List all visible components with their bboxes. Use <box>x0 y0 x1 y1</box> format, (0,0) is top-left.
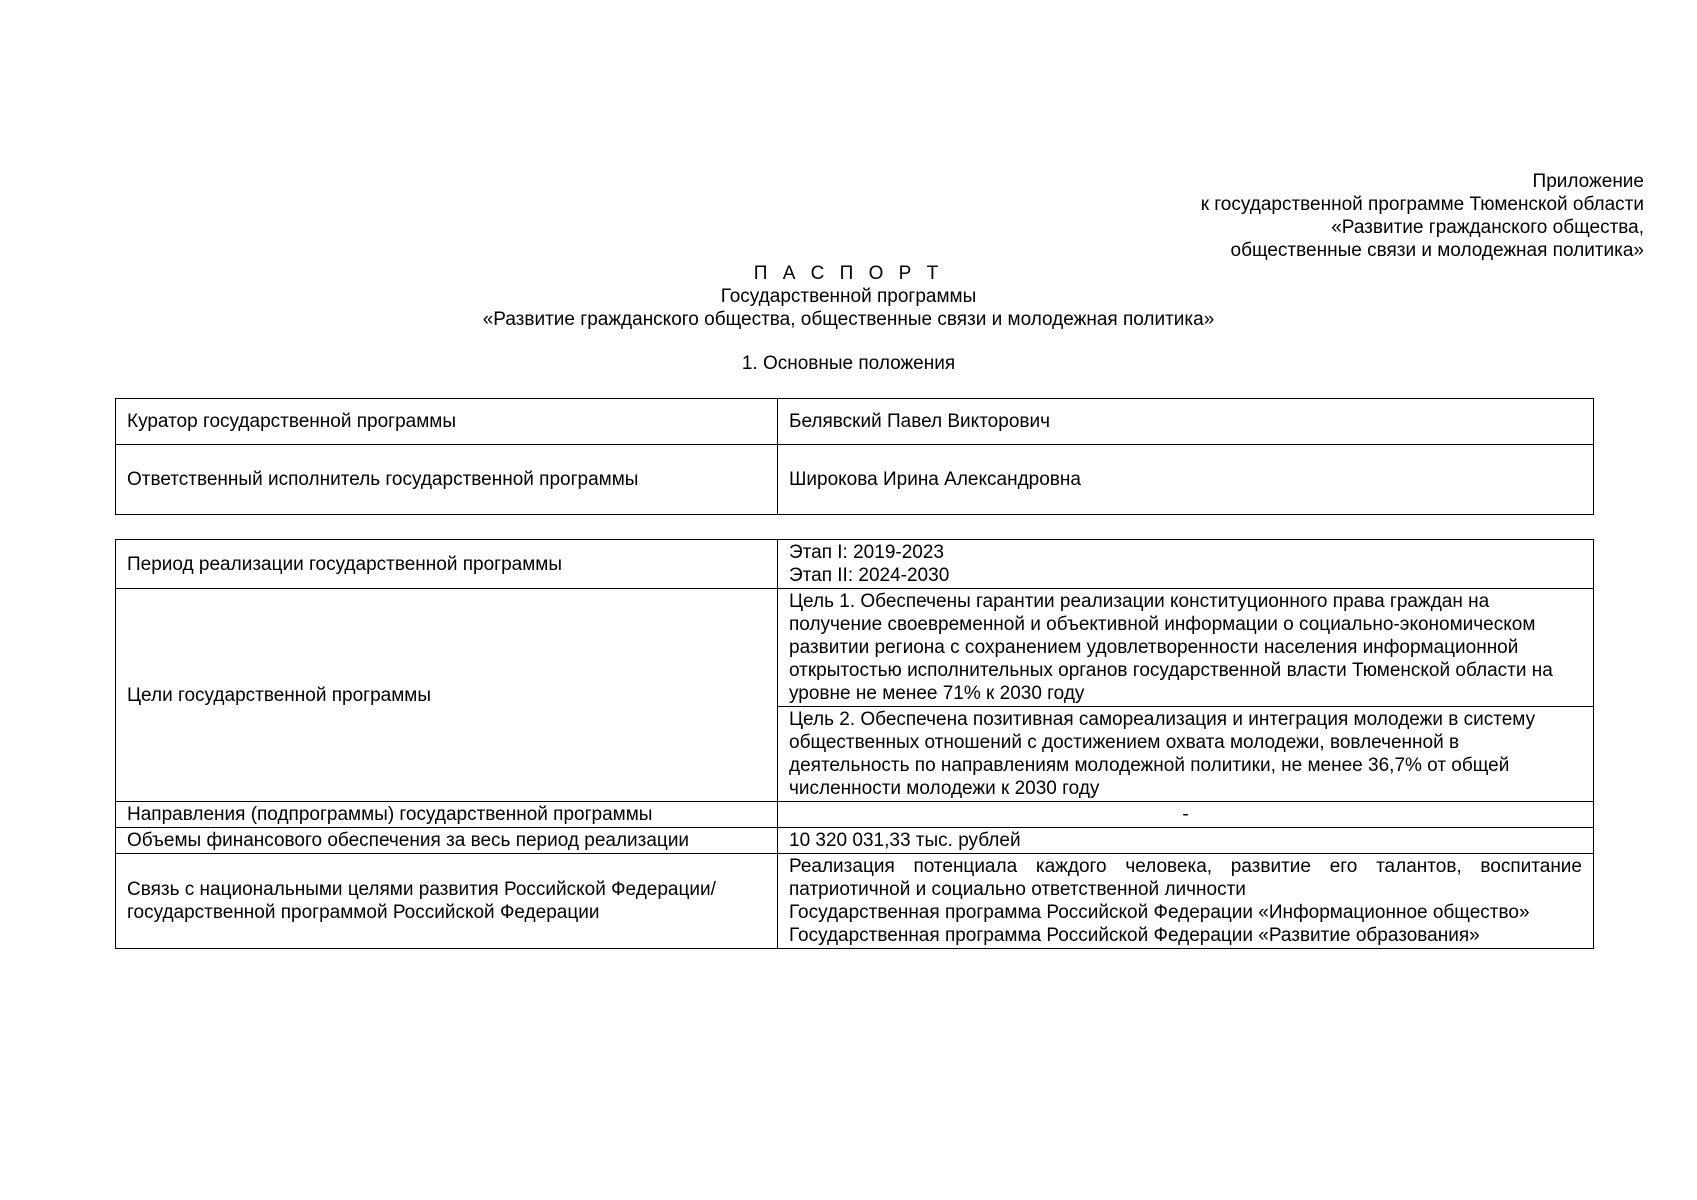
program-details-table <box>115 539 1594 949</box>
stage-2: Этап II: 2024-2030 <box>789 565 950 586</box>
table-row <box>116 540 1594 589</box>
section-heading: 1. Основные положения <box>741 353 956 374</box>
curator-label: Куратор государственной программы <box>116 399 778 445</box>
goals-value <box>778 589 1594 802</box>
appendix-line-2: к государственной программе Тюменской области <box>1200 194 1644 215</box>
table-row <box>116 399 1594 445</box>
passport-title: П А С П О Р Т <box>753 263 944 284</box>
table-row <box>116 828 1594 854</box>
title-line-2: Государственной программы <box>720 286 977 307</box>
directions-value: - <box>778 802 1594 828</box>
table-row <box>116 589 1594 802</box>
appendix-line-1: Приложение <box>1532 171 1644 192</box>
main-info-table <box>115 398 1594 515</box>
appendix-line-3: «Развитие гражданского общества, <box>1331 217 1644 238</box>
funding-label: Объемы финансового обеспечения за весь период реализации <box>116 828 778 854</box>
stage-1: Этап I: 2019-2023 <box>789 542 944 563</box>
appendix-line-4: общественные связи и молодежная политика» <box>1230 240 1644 261</box>
executor-value: Широкова Ирина Александровна <box>778 445 1594 515</box>
executor-label: Ответственный исполнитель государственной программы <box>116 445 778 515</box>
national-goal-item-2: Государственная программа Российской Федерации «Информационное общество» <box>789 902 1530 923</box>
goals-label: Цели государственной программы <box>116 589 778 802</box>
period-value <box>778 540 1594 589</box>
goal-1: Цель 1. Обеспечены гарантии реализации конституционного права граждан на получение своевременной и объективной информации о социально-экономическом развитии региона с сохранением удовлетворенности населения информационной открытостью исполнительных органов государственной власти Тюменской области на уровне не менее 71% к 2030 году <box>789 591 1553 704</box>
table-row <box>116 445 1594 515</box>
national-goal-item-1: Реализация потенциала каждого человека, развитие его талантов, воспитание патриотичной и социально ответственной личности <box>789 856 1582 900</box>
curator-value: Белявский Павел Викторович <box>778 399 1594 445</box>
funding-value: 10 320 031,33 тыс. рублей <box>778 828 1594 854</box>
directions-label: Направления (подпрограммы) государственной программы <box>116 802 778 828</box>
national-goal-item-3: Государственная программа Российской Федерации «Развитие образования» <box>789 925 1480 946</box>
national-goals-label: Связь с национальными целями развития Российской Федерации/ государственной программой Российской Федерации <box>116 854 778 949</box>
title-line-3: «Развитие гражданского общества, общественные связи и молодежная политика» <box>482 309 1215 330</box>
document-title <box>0 262 1697 331</box>
table-row <box>116 854 1594 949</box>
goal-2: Цель 2. Обеспечена позитивная самореализация и интеграция молодежи в систему общественных отношений с достижением охвата молодежи, вовлеченной в деятельность по направлениям молодежной политики, не менее 36,7% от общей численности молодежи к 2030 году <box>778 706 1593 801</box>
period-label: Период реализации государственной программы <box>116 540 778 589</box>
table-row <box>116 802 1594 828</box>
appendix-header <box>1201 170 1644 262</box>
national-goals-value <box>778 854 1594 949</box>
